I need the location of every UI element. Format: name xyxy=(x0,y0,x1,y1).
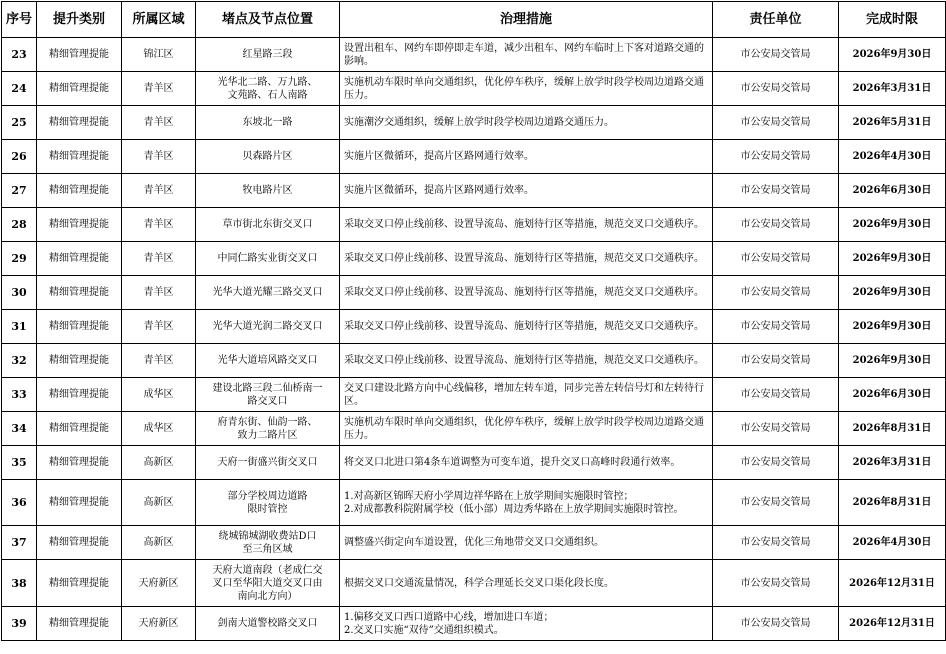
row-deadline: 2026年9月30日 xyxy=(839,242,946,276)
row-measure: 交叉口建设北路方向中心线偏移，增加左转车道，同步完善左转信号灯和左转待行区。 xyxy=(340,378,713,412)
row-category: 精细管理提能 xyxy=(37,446,122,480)
row-location: 光华大道培风路交叉口 xyxy=(196,344,340,378)
row-district: 锦江区 xyxy=(122,38,196,72)
row-district: 天府新区 xyxy=(122,560,196,607)
row-measure: 实施潮汐交通组织，缓解上放学时段学校周边道路交通压力。 xyxy=(340,106,713,140)
table-body xyxy=(2,38,946,641)
table-row xyxy=(2,174,946,208)
table-row xyxy=(2,526,946,560)
header-measure: 治理措施 xyxy=(340,2,713,38)
row-unit: 市公安局交管局 xyxy=(713,106,839,140)
table-row xyxy=(2,140,946,174)
row-category: 精细管理提能 xyxy=(37,378,122,412)
table-row xyxy=(2,242,946,276)
row-location: 牧电路片区 xyxy=(196,174,340,208)
row-district: 高新区 xyxy=(122,526,196,560)
row-location: 剑南大道警校路交叉口 xyxy=(196,607,340,641)
row-number: 25 xyxy=(2,106,37,140)
row-measure: 根据交叉口交通流量情况，科学合理延长交叉口渠化段长度。 xyxy=(340,560,713,607)
row-number: 28 xyxy=(2,208,37,242)
row-unit: 市公安局交管局 xyxy=(713,560,839,607)
row-district: 天府新区 xyxy=(122,607,196,641)
row-location: 绕城锦城湖收费站D口 至三角区域 xyxy=(196,526,340,560)
table-header xyxy=(2,2,946,38)
row-category: 精细管理提能 xyxy=(37,480,122,526)
row-category: 精细管理提能 xyxy=(37,72,122,106)
row-location: 部分学校周边道路 限时管控 xyxy=(196,480,340,526)
row-deadline: 2026年4月30日 xyxy=(839,140,946,174)
row-category: 精细管理提能 xyxy=(37,412,122,446)
row-number: 35 xyxy=(2,446,37,480)
row-deadline: 2026年6月30日 xyxy=(839,378,946,412)
row-number: 31 xyxy=(2,310,37,344)
row-district: 成华区 xyxy=(122,378,196,412)
row-district: 青羊区 xyxy=(122,140,196,174)
row-unit: 市公安局交管局 xyxy=(713,446,839,480)
row-deadline: 2026年3月31日 xyxy=(839,446,946,480)
row-district: 青羊区 xyxy=(122,106,196,140)
table-row xyxy=(2,560,946,607)
header-no: 序号 xyxy=(2,2,37,38)
row-measure: 1.偏移交叉口西口道路中心线，增加进口车道； 2.交叉口实施“双待”交通组织模式。 xyxy=(340,607,713,641)
row-location: 草市街北东街交叉口 xyxy=(196,208,340,242)
row-district: 成华区 xyxy=(122,412,196,446)
governance-table xyxy=(1,1,946,641)
row-deadline: 2026年3月31日 xyxy=(839,72,946,106)
table-row xyxy=(2,412,946,446)
row-category: 精细管理提能 xyxy=(37,607,122,641)
row-measure: 采取交叉口停止线前移、设置导流岛、施划待行区等措施，规范交叉口交通秩序。 xyxy=(340,276,713,310)
row-location: 光华北二路、万九路、 文苑路、石人南路 xyxy=(196,72,340,106)
row-unit: 市公安局交管局 xyxy=(713,72,839,106)
row-category: 精细管理提能 xyxy=(37,174,122,208)
row-category: 精细管理提能 xyxy=(37,310,122,344)
row-measure: 采取交叉口停止线前移、设置导流岛、施划待行区等措施，规范交叉口交通秩序。 xyxy=(340,344,713,378)
row-category: 精细管理提能 xyxy=(37,38,122,72)
row-category: 精细管理提能 xyxy=(37,140,122,174)
row-category: 精细管理提能 xyxy=(37,276,122,310)
header-unit: 责任单位 xyxy=(713,2,839,38)
row-measure: 实施机动车限时单向交通组织，优化停车秩序，缓解上放学时段学校周边道路交通压力。 xyxy=(340,72,713,106)
row-deadline: 2026年12月31日 xyxy=(839,607,946,641)
row-number: 30 xyxy=(2,276,37,310)
row-measure: 采取交叉口停止线前移、设置导流岛、施划待行区等措施，规范交叉口交通秩序。 xyxy=(340,310,713,344)
header-category: 提升类别 xyxy=(37,2,122,38)
row-unit: 市公安局交管局 xyxy=(713,344,839,378)
row-category: 精细管理提能 xyxy=(37,344,122,378)
row-measure: 实施机动车限时单向交通组织，优化停车秩序，缓解上放学时段学校周边道路交通压力。 xyxy=(340,412,713,446)
row-deadline: 2026年9月30日 xyxy=(839,38,946,72)
row-unit: 市公安局交管局 xyxy=(713,607,839,641)
row-number: 38 xyxy=(2,560,37,607)
row-location: 东坡北一路 xyxy=(196,106,340,140)
row-district: 青羊区 xyxy=(122,72,196,106)
row-deadline: 2026年4月30日 xyxy=(839,526,946,560)
row-district: 青羊区 xyxy=(122,344,196,378)
row-unit: 市公安局交管局 xyxy=(713,412,839,446)
table-row xyxy=(2,607,946,641)
row-district: 青羊区 xyxy=(122,310,196,344)
row-number: 24 xyxy=(2,72,37,106)
table-row xyxy=(2,38,946,72)
row-unit: 市公安局交管局 xyxy=(713,310,839,344)
row-category: 精细管理提能 xyxy=(37,106,122,140)
row-deadline: 2026年9月30日 xyxy=(839,276,946,310)
row-number: 37 xyxy=(2,526,37,560)
row-number: 39 xyxy=(2,607,37,641)
row-location: 光华大道光耀三路交叉口 xyxy=(196,276,340,310)
row-number: 27 xyxy=(2,174,37,208)
row-unit: 市公安局交管局 xyxy=(713,208,839,242)
row-measure: 实施片区微循环，提高片区路网通行效率。 xyxy=(340,140,713,174)
row-location: 光华大道光润二路交叉口 xyxy=(196,310,340,344)
row-location: 中同仁路实业街交叉口 xyxy=(196,242,340,276)
row-unit: 市公安局交管局 xyxy=(713,378,839,412)
row-deadline: 2026年9月30日 xyxy=(839,208,946,242)
row-number: 32 xyxy=(2,344,37,378)
row-unit: 市公安局交管局 xyxy=(713,140,839,174)
row-measure: 采取交叉口停止线前移、设置导流岛、施划待行区等措施，规范交叉口交通秩序。 xyxy=(340,208,713,242)
row-unit: 市公安局交管局 xyxy=(713,480,839,526)
row-unit: 市公安局交管局 xyxy=(713,174,839,208)
row-district: 高新区 xyxy=(122,446,196,480)
row-deadline: 2026年8月31日 xyxy=(839,412,946,446)
row-district: 青羊区 xyxy=(122,276,196,310)
row-deadline: 2026年8月31日 xyxy=(839,480,946,526)
row-number: 29 xyxy=(2,242,37,276)
row-district: 青羊区 xyxy=(122,208,196,242)
row-measure: 设置出租车、网约车即停即走车道，减少出租车、网约车临时上下客对道路交通的影响。 xyxy=(340,38,713,72)
table-row xyxy=(2,106,946,140)
row-category: 精细管理提能 xyxy=(37,560,122,607)
row-number: 23 xyxy=(2,38,37,72)
row-number: 36 xyxy=(2,480,37,526)
row-category: 精细管理提能 xyxy=(37,526,122,560)
row-district: 青羊区 xyxy=(122,242,196,276)
row-unit: 市公安局交管局 xyxy=(713,526,839,560)
row-location: 府青东街、仙韵一路、 致力二路片区 xyxy=(196,412,340,446)
row-location: 建设北路三段二仙桥南一 路交叉口 xyxy=(196,378,340,412)
row-category: 精细管理提能 xyxy=(37,242,122,276)
row-unit: 市公安局交管局 xyxy=(713,38,839,72)
table-row xyxy=(2,310,946,344)
row-location: 红星路三段 xyxy=(196,38,340,72)
row-measure: 采取交叉口停止线前移、设置导流岛、施划待行区等措施，规范交叉口交通秩序。 xyxy=(340,242,713,276)
row-number: 26 xyxy=(2,140,37,174)
row-location: 天府一街盛兴街交叉口 xyxy=(196,446,340,480)
row-district: 高新区 xyxy=(122,480,196,526)
header-location: 堵点及节点位置 xyxy=(196,2,340,38)
row-deadline: 2026年9月30日 xyxy=(839,310,946,344)
table-row xyxy=(2,378,946,412)
row-unit: 市公安局交管局 xyxy=(713,276,839,310)
table-row xyxy=(2,72,946,106)
row-number: 34 xyxy=(2,412,37,446)
table-row xyxy=(2,276,946,310)
row-measure: 实施片区微循环，提高片区路网通行效率。 xyxy=(340,174,713,208)
row-number: 33 xyxy=(2,378,37,412)
row-deadline: 2026年6月30日 xyxy=(839,174,946,208)
row-deadline: 2026年5月31日 xyxy=(839,106,946,140)
row-district: 青羊区 xyxy=(122,174,196,208)
row-location: 贝森路片区 xyxy=(196,140,340,174)
row-unit: 市公安局交管局 xyxy=(713,242,839,276)
header-district: 所属区域 xyxy=(122,2,196,38)
table-row xyxy=(2,446,946,480)
row-location: 天府大道南段（老成仁交 叉口至华阳大道交叉口由 南向北方向） xyxy=(196,560,340,607)
row-measure: 调整盛兴街定向车道设置，优化三角地带交叉口交通组织。 xyxy=(340,526,713,560)
row-category: 精细管理提能 xyxy=(37,208,122,242)
table-row xyxy=(2,208,946,242)
row-measure: 1.对高新区锦晖天府小学周边祥华路在上放学期间实施限时管控； 2.对成都教科院附属学校（低小部）周边秀华路在上放学期间实施限时管控。 xyxy=(340,480,713,526)
row-deadline: 2026年12月31日 xyxy=(839,560,946,607)
row-measure: 将交叉口北进口第4条车道调整为可变车道，提升交叉口高峰时段通行效率。 xyxy=(340,446,713,480)
header-deadline: 完成时限 xyxy=(839,2,946,38)
table-row xyxy=(2,480,946,526)
row-deadline: 2026年9月30日 xyxy=(839,344,946,378)
table-row xyxy=(2,344,946,378)
